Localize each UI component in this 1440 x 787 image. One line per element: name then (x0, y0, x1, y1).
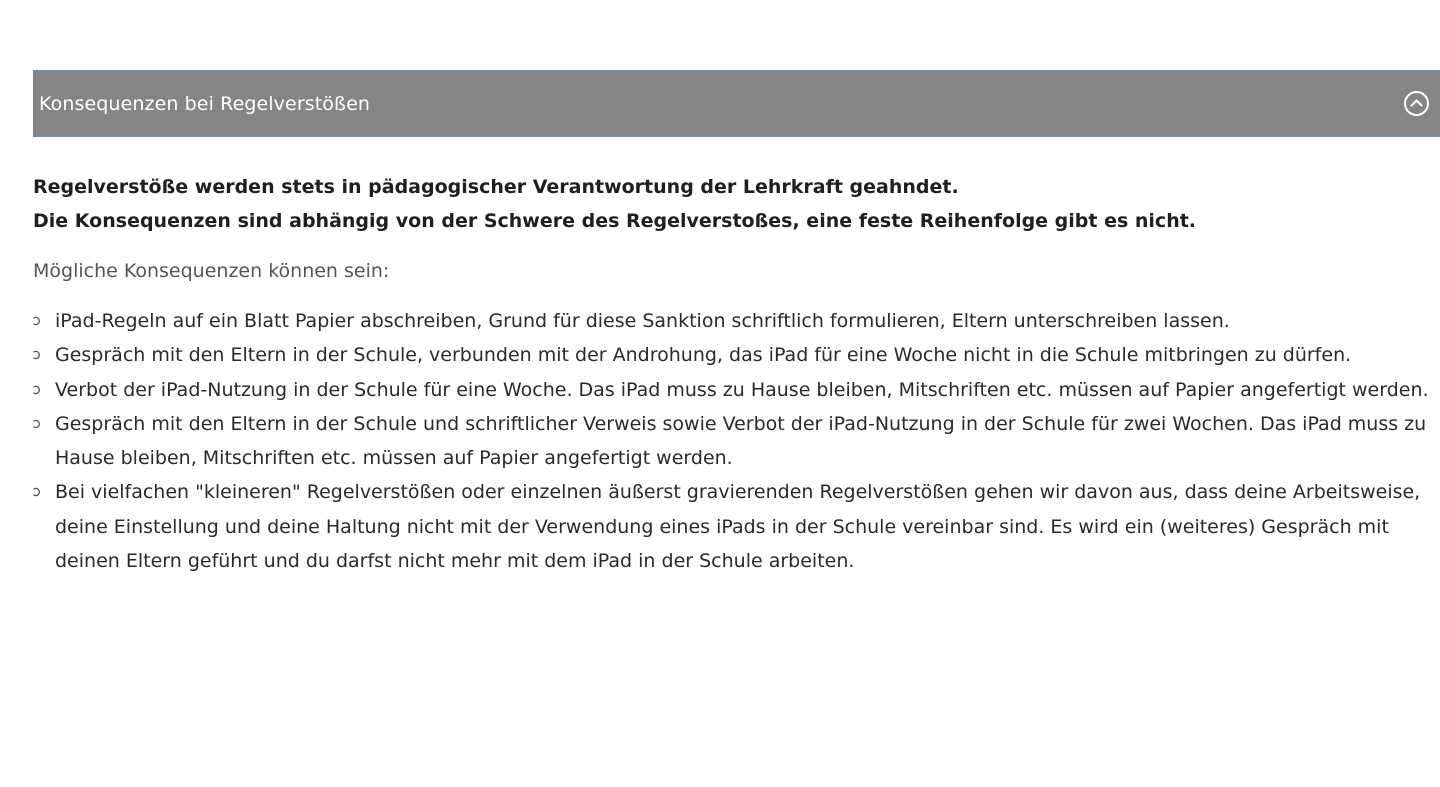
bullet-arc-icon (30, 373, 42, 407)
consequences-list (33, 304, 1440, 578)
accordion-section (33, 70, 1440, 137)
list-item-text: Gespräch mit den Eltern in der Schule und schriftlicher Verweis sowie Verbot der iPad-Nutzung in der Schule für zwei Wochen. Das iPad muss zu Hause bleiben, Mitschriften etc. müssen auf Papier angefertigt werden. (55, 412, 1427, 470)
list-item (33, 373, 1440, 407)
accordion-header[interactable] (33, 70, 1440, 137)
bullet-arc-icon (30, 338, 42, 372)
accordion-content (33, 170, 1440, 578)
list-item (33, 475, 1440, 578)
list-item-text: Verbot der iPad-Nutzung in der Schule für eine Woche. Das iPad muss zu Hause bleiben, Mitschriften etc. müssen auf Papier angefertigt werden. (55, 378, 1429, 401)
intro-line: Die Konsequenzen sind abhängig von der Schwere des Regelverstoßes, eine feste Reihenfolge gibt es nicht. (33, 210, 1197, 232)
intro-text (33, 170, 1440, 238)
list-item (33, 407, 1440, 476)
list-item (33, 304, 1440, 338)
list-item (33, 338, 1440, 372)
chevron-up-circle-icon[interactable] (1403, 90, 1430, 117)
lead-text: Mögliche Konsequenzen können sein: (33, 260, 390, 282)
bullet-arc-icon (30, 304, 42, 338)
intro-line: Regelverstöße werden stets in pädagogischer Verantwortung der Lehrkraft geahndet. (33, 176, 959, 198)
list-item-text: Bei vielfachen "kleineren" Regelverstößen oder einzelnen äußerst gravierenden Regelverstößen gehen wir davon aus, dass deine Arbeitsweise, deine Einstellung und deine Haltung nicht mit der Verwendung eines iPads in der Schule vereinbar sind. Es wird ein (weiteres) Gespräch mit deinen Eltern geführt und du darfst nicht mehr mit dem iPad in der Schule arbeiten. (55, 481, 1421, 573)
list-item-text: iPad-Regeln auf ein Blatt Papier abschreiben, Grund für diese Sanktion schriftlich formulieren, Eltern unterschreiben lassen. (55, 310, 1230, 332)
list-item-text: Gespräch mit den Eltern in der Schule, verbunden mit der Androhung, das iPad für eine Woche nicht in die Schule mitbringen zu dürfen. (55, 344, 1352, 367)
bullet-arc-icon (30, 407, 42, 441)
accordion-title: Konsequenzen bei Regelverstößen (39, 92, 370, 115)
bullet-arc-icon (30, 475, 42, 509)
